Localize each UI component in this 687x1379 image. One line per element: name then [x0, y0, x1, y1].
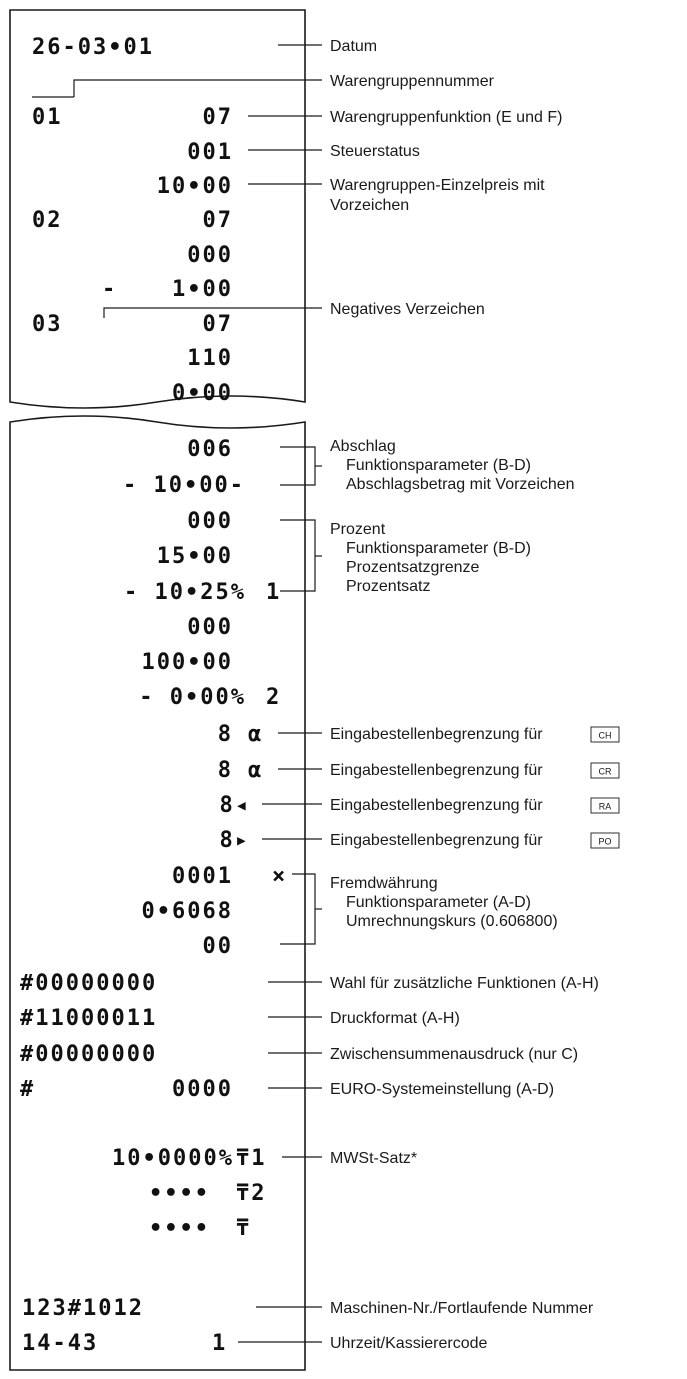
receipt-fc-param: 0001 [172, 864, 233, 889]
label-fremdwaehrung-param: Funktionsparameter (A-D) [346, 894, 531, 911]
label-mwst-satz: MWSt-Satz* [330, 1150, 418, 1167]
label-warengruppennummer: Warengruppennummer [330, 73, 494, 90]
receipt-dept-function-3: 07 [202, 312, 233, 337]
svg-text:RA: RA [598, 801, 612, 812]
label-zwischensummenausdruck: Zwischensummenausdruck (nur C) [330, 1046, 579, 1063]
receipt-vat-rate: 10•0000% [112, 1146, 234, 1171]
label-fremdwaehrung: Fremdwährung [330, 875, 438, 892]
receipt-clerk-code: 1 [212, 1331, 228, 1356]
receipt-subtotal-print: #00000000 [20, 1042, 158, 1067]
receipt-percent-param: 000 [187, 509, 233, 534]
receipt-vat-dots-2: •••• [149, 1181, 210, 1206]
receipt-percent-param-2: 000 [187, 615, 233, 640]
receipt-dept-function-1: 07 [202, 105, 233, 130]
receipt-percent-limit-2: 100•00 [141, 650, 233, 675]
receipt-machine-number: 123#1012 [22, 1296, 144, 1321]
label-limit-ch: Eingabestellenbegrenzung für [330, 726, 543, 743]
receipt-po-limit: 8▸ [219, 828, 250, 853]
label-limit-ra: Eingabestellenbegrenzung für [330, 797, 543, 814]
receipt-dept-number-1: 01 [32, 105, 63, 130]
receipt-dept-price-2: 1•00 [172, 277, 233, 302]
receipt-vat-dots-3: •••• [149, 1216, 210, 1241]
receipt-dept-number-2: 02 [32, 208, 63, 233]
label-prozentsatz: Prozentsatz [346, 578, 431, 595]
label-zusatzfunktionen: Wahl für zusätzliche Funktionen (A-H) [330, 975, 599, 992]
svg-text:PO: PO [598, 836, 612, 847]
label-prozent-param: Funktionsparameter (B-D) [346, 540, 531, 557]
label-einzelpreis-line2: Vorzeichen [330, 197, 410, 214]
receipt-vat-index-1: ₸1 [236, 1146, 267, 1171]
receipt-discount-param: 006 [187, 437, 233, 462]
label-abschlagsbetrag: Abschlagsbetrag mit Vorzeichen [346, 476, 575, 493]
label-warengruppenfunktion: Warengruppenfunktion (E und F) [330, 109, 563, 126]
receipt-dept-price-3: 0•00 [172, 381, 233, 406]
label-steuerstatus: Steuerstatus [330, 143, 420, 160]
label-datum: Datum [330, 38, 378, 55]
receipt-vat-index-3: ₸ [236, 1216, 252, 1241]
receipt-discount-amount: - 10•00- [123, 473, 245, 498]
label-limit-cr: Eingabestellenbegrenzung für [330, 762, 543, 779]
receipt-date: 26-03•01 [32, 35, 154, 60]
receipt-ch-symbol: α [248, 722, 264, 747]
label-uhrzeit-kassierercode: Uhrzeit/Kassierercode [330, 1335, 488, 1352]
receipt-time: 14-43 [22, 1331, 99, 1356]
receipt-cr-limit: 8 [217, 758, 233, 783]
label-prozent: Prozent [330, 521, 386, 538]
receipt-dept-number-3: 03 [32, 312, 63, 337]
key-cr-icon [591, 763, 619, 778]
receipt-negative-sign: - [102, 277, 118, 302]
receipt-ra-limit: 8◂ [219, 793, 250, 818]
receipt-cr-symbol: α [248, 758, 264, 783]
key-ra-icon [591, 798, 619, 813]
key-po-icon [591, 833, 619, 848]
label-limit-po: Eingabestellenbegrenzung für [330, 832, 543, 849]
receipt-tax-status-3: 110 [187, 346, 233, 371]
label-negatives-verzeichen: Negatives Verzeichen [330, 301, 485, 318]
receipt-euro-setting: 0000 [172, 1077, 233, 1102]
receipt-fc-multiply: × [272, 864, 288, 889]
receipt-print-format: #11000011 [20, 1006, 158, 1031]
svg-text:CH: CH [598, 730, 612, 741]
receipt-fc-rate-tail: 00 [202, 934, 233, 959]
receipt-fc-rate: 0•6068 [141, 899, 233, 924]
receipt-percent-index-2: 2 [266, 685, 282, 710]
label-abschlag-param: Funktionsparameter (B-D) [346, 457, 531, 474]
receipt-dept-price-1: 10•00 [156, 174, 233, 199]
receipt-tax-status-1: 001 [187, 140, 233, 165]
key-ch-icon [591, 727, 619, 742]
receipt-percent-rate: - 10•25% [124, 580, 246, 605]
receipt-additional-functions: #00000000 [20, 971, 158, 996]
label-einzelpreis-line1: Warengruppen-Einzelpreis mit [330, 177, 545, 194]
receipt-percent-index-1: 1 [266, 580, 282, 605]
receipt-ch-limit: 8 [217, 722, 233, 747]
receipt-tax-status-2: 000 [187, 243, 233, 268]
label-euro-systemeinstellung: EURO-Systemeinstellung (A-D) [330, 1081, 555, 1098]
svg-text:CR: CR [598, 766, 612, 777]
label-prozentsatzgrenze: Prozentsatzgrenze [346, 559, 480, 576]
receipt-percent-rate-2: - 0•00% [139, 685, 246, 710]
label-umrechnungskurs: Umrechnungskurs (0.606800) [346, 913, 558, 930]
receipt-dept-function-2: 07 [202, 208, 233, 233]
receipt-euro-hash: # [20, 1077, 36, 1102]
label-abschlag: Abschlag [330, 438, 396, 455]
label-druckformat: Druckformat (A-H) [330, 1010, 460, 1027]
receipt-percent-limit: 15•00 [156, 544, 233, 569]
label-maschinen-nr: Maschinen-Nr./Fortlaufende Nummer [330, 1300, 594, 1317]
receipt-vat-index-2: ₸2 [236, 1181, 267, 1206]
